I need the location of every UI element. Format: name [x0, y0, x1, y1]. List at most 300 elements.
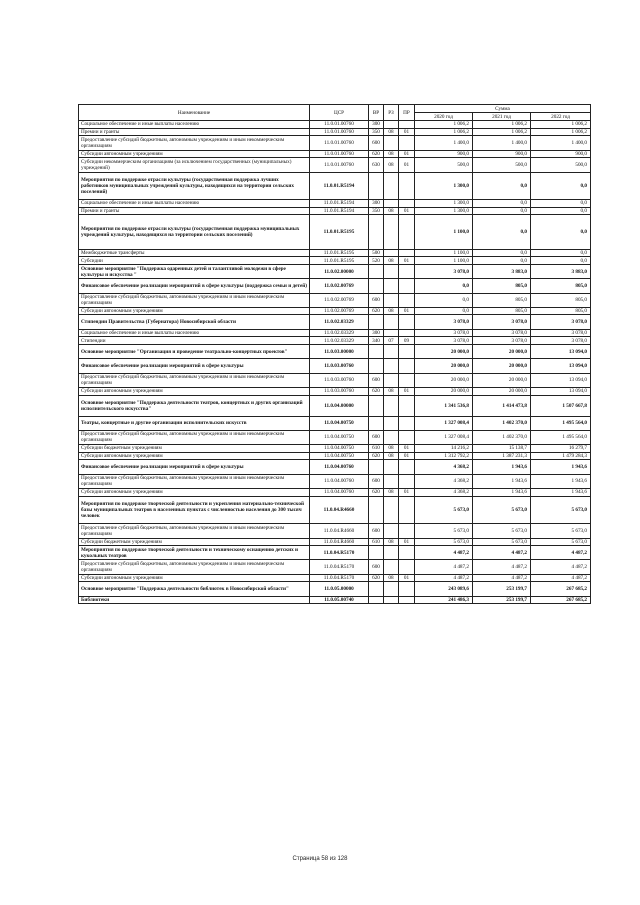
row-name: Стипендии Правительства (Губернатора) Новосибирской области: [79, 315, 310, 329]
row-value-2021: 3 883,0: [473, 264, 531, 278]
row-name: Предоставление субсидий бюджетным, автономным учреждениям и иным некоммерческим организациям: [79, 136, 310, 150]
row-vr: 600: [369, 560, 384, 574]
table-row: [79, 416, 591, 430]
table-row: [79, 315, 591, 329]
row-value-2022: 1 479 284,3: [531, 452, 591, 460]
row-csr: 11.0.02.00000: [310, 264, 369, 278]
row-pr: [399, 329, 415, 337]
table-row: [79, 496, 591, 524]
row-value-2022: 900,0: [531, 150, 591, 158]
row-value-2021: 20 000,0: [473, 345, 531, 359]
row-value-2021: 1 943,6: [473, 474, 531, 488]
table-row: [79, 474, 591, 488]
row-csr: 11.0.01.R5195: [310, 215, 369, 249]
row-rz: 08: [384, 307, 399, 315]
row-value-2022: 5 673,0: [531, 496, 591, 524]
row-rz: [384, 474, 399, 488]
row-vr: 520: [369, 257, 384, 265]
row-name: Субсидии бюджетным учреждениям: [79, 445, 310, 453]
row-csr: 11.0.03.00760: [310, 373, 369, 387]
row-name: Социальное обеспечение и иные выплаты населению: [79, 329, 310, 337]
row-value-2020: 3 078,0: [415, 264, 473, 278]
row-value-2021: 0,0: [473, 215, 531, 249]
row-pr: [399, 430, 415, 444]
row-vr: 500: [369, 249, 384, 257]
table-row: [79, 150, 591, 158]
table-row: [79, 359, 591, 373]
row-value-2020: 1 400,0: [415, 136, 473, 150]
table-row: [79, 560, 591, 574]
row-value-2022: 4 487,2: [531, 546, 591, 560]
row-vr: [369, 496, 384, 524]
row-name: Мероприятия по поддержке творческой деятельности и техническому оснащению детских и кукольных театров: [79, 546, 310, 560]
row-value-2022: 805,0: [531, 307, 591, 315]
row-vr: 300: [369, 200, 384, 208]
row-value-2022: 267 685,2: [531, 582, 591, 596]
row-vr: 610: [369, 445, 384, 453]
table-row: [79, 215, 591, 249]
row-value-2022: 1 006,2: [531, 128, 591, 136]
row-value-2022: 267 685,2: [531, 596, 591, 604]
row-csr: 11.0.02.00769: [310, 307, 369, 315]
row-pr: 01: [399, 128, 415, 136]
row-vr: 600: [369, 474, 384, 488]
row-value-2021: 1 006,2: [473, 121, 531, 129]
table-row: [79, 257, 591, 265]
row-value-2022: 0,0: [531, 172, 591, 200]
row-vr: 340: [369, 337, 384, 345]
header-year-2021: 2021 год: [473, 113, 531, 121]
row-value-2021: 253 199,7: [473, 596, 531, 604]
row-value-2022: 805,0: [531, 293, 591, 307]
row-name: Премии и гранты: [79, 207, 310, 215]
row-vr: 600: [369, 293, 384, 307]
table-row: [79, 430, 591, 444]
row-value-2022: 13 094,0: [531, 359, 591, 373]
table-header-row: [79, 105, 591, 113]
row-value-2020: 5 673,0: [415, 524, 473, 538]
table-row: [79, 546, 591, 560]
row-csr: 11.0.03.00760: [310, 387, 369, 395]
row-value-2020: 1 300,0: [415, 172, 473, 200]
table-row: [79, 337, 591, 345]
row-value-2021: 0,0: [473, 172, 531, 200]
row-csr: 11.0.03.00760: [310, 359, 369, 373]
row-value-2021: 1 387 231,3: [473, 452, 531, 460]
row-csr: 11.0.04.00000: [310, 395, 369, 416]
row-name: Субсидии автономным учреждениям: [79, 150, 310, 158]
row-value-2022: 13 094,0: [531, 387, 591, 395]
table-row: [79, 538, 591, 546]
row-value-2021: 1 943,6: [473, 488, 531, 496]
row-value-2021: 0,0: [473, 200, 531, 208]
row-name: Предоставление субсидий бюджетным, автономным учреждениям и иным некоммерческим организациям: [79, 430, 310, 444]
row-value-2022: 1 943,6: [531, 474, 591, 488]
row-rz: 08: [384, 150, 399, 158]
row-value-2021: 20 000,0: [473, 387, 531, 395]
row-value-2021: 20 000,0: [473, 373, 531, 387]
row-name: Предоставление субсидий бюджетным, автономным учреждениям и иным некоммерческим организациям: [79, 560, 310, 574]
row-rz: [384, 524, 399, 538]
row-name: Основное мероприятие "Организация и проведение театрально-концертных проектов": [79, 345, 310, 359]
row-vr: 620: [369, 488, 384, 496]
row-value-2021: 1 943,6: [473, 460, 531, 474]
row-value-2022: 1 495 564,0: [531, 416, 591, 430]
row-rz: 08: [384, 158, 399, 172]
row-pr: [399, 359, 415, 373]
row-name: Субсидии автономным учреждениям: [79, 488, 310, 496]
row-value-2020: 4 368,2: [415, 474, 473, 488]
row-name: Предоставление субсидий бюджетным, автономным учреждениям и иным некоммерческим организациям: [79, 524, 310, 538]
row-vr: [369, 264, 384, 278]
row-pr: [399, 315, 415, 329]
row-rz: [384, 249, 399, 257]
row-rz: [384, 560, 399, 574]
row-value-2020: 14 216,2: [415, 445, 473, 453]
row-value-2020: 1 300,0: [415, 200, 473, 208]
table-row: [79, 395, 591, 416]
row-vr: [369, 546, 384, 560]
row-value-2020: 5 673,0: [415, 496, 473, 524]
row-vr: 600: [369, 373, 384, 387]
row-pr: [399, 172, 415, 200]
row-csr: 11.0.04.00750: [310, 416, 369, 430]
row-value-2022: 3 078,0: [531, 329, 591, 337]
row-pr: [399, 373, 415, 387]
header-sum: Сумма: [415, 105, 591, 113]
row-rz: [384, 293, 399, 307]
row-rz: [384, 460, 399, 474]
row-rz: [384, 345, 399, 359]
row-rz: 07: [384, 337, 399, 345]
row-rz: [384, 315, 399, 329]
row-value-2021: 1 400,0: [473, 136, 531, 150]
row-vr: [369, 416, 384, 430]
row-csr: 11.0.03.00000: [310, 345, 369, 359]
row-value-2021: 0,0: [473, 207, 531, 215]
row-value-2022: 1 006,2: [531, 121, 591, 129]
row-csr: 11.0.05.00740: [310, 596, 369, 604]
row-rz: [384, 172, 399, 200]
row-vr: 620: [369, 307, 384, 315]
row-rz: 08: [384, 538, 399, 546]
row-value-2021: 3 078,0: [473, 315, 531, 329]
row-pr: 01: [399, 387, 415, 395]
budget-table-sheet: [78, 104, 590, 604]
row-csr: 11.0.01.R5195: [310, 257, 369, 265]
row-value-2021: 0,0: [473, 249, 531, 257]
header-rz: РЗ: [384, 105, 399, 121]
row-pr: [399, 496, 415, 524]
row-name: Субсидии: [79, 257, 310, 265]
row-value-2020: 243 089,6: [415, 582, 473, 596]
row-value-2021: 805,0: [473, 293, 531, 307]
table-row: [79, 574, 591, 582]
budget-table: [78, 104, 591, 604]
row-pr: [399, 560, 415, 574]
row-value-2020: 4 368,2: [415, 488, 473, 496]
row-vr: [369, 172, 384, 200]
table-row: [79, 524, 591, 538]
row-value-2021: 1 414 473,8: [473, 395, 531, 416]
row-rz: 08: [384, 574, 399, 582]
row-pr: 01: [399, 452, 415, 460]
row-rz: [384, 359, 399, 373]
row-value-2021: 4 487,2: [473, 574, 531, 582]
row-value-2022: 1 943,6: [531, 460, 591, 474]
row-pr: [399, 416, 415, 430]
table-row: [79, 488, 591, 496]
row-csr: 11.0.04.R5170: [310, 546, 369, 560]
row-value-2020: 20 000,0: [415, 345, 473, 359]
row-rz: [384, 215, 399, 249]
row-value-2020: 241 486,3: [415, 596, 473, 604]
header-pr: ПР: [399, 105, 415, 121]
row-value-2021: 20 000,0: [473, 359, 531, 373]
row-csr: 11.0.04.R5170: [310, 574, 369, 582]
table-row: [79, 345, 591, 359]
row-name: Финансовое обеспечение реализации мероприятий в сфере культуры (поддержка семьи и детей): [79, 279, 310, 293]
row-value-2022: 13 094,0: [531, 345, 591, 359]
row-name: Библиотеки: [79, 596, 310, 604]
row-name: Мероприятия по поддержке отрасли культуры (государственная поддержка муниципальных учреждений культуры, находящихся на территории сельских поселений): [79, 215, 310, 249]
row-value-2020: 1 006,2: [415, 128, 473, 136]
row-csr: 11.0.04.00750: [310, 445, 369, 453]
row-value-2020: 1 312 792,2: [415, 452, 473, 460]
row-value-2022: 0,0: [531, 200, 591, 208]
row-value-2022: 0,0: [531, 249, 591, 257]
header-name: Наименование: [79, 105, 310, 121]
header-year-2022: 2022 год: [531, 113, 591, 121]
row-rz: [384, 279, 399, 293]
row-vr: 610: [369, 538, 384, 546]
row-value-2020: 4 487,2: [415, 546, 473, 560]
row-value-2021: 3 078,0: [473, 337, 531, 345]
row-csr: 11.0.04.00750: [310, 430, 369, 444]
row-value-2021: 5 673,0: [473, 538, 531, 546]
row-vr: [369, 345, 384, 359]
row-rz: [384, 373, 399, 387]
row-csr: 11.0.04.00750: [310, 452, 369, 460]
row-value-2020: 4 487,2: [415, 574, 473, 582]
row-csr: 11.0.01.00760: [310, 150, 369, 158]
row-pr: 01: [399, 574, 415, 582]
row-vr: [369, 359, 384, 373]
row-value-2022: 0,0: [531, 215, 591, 249]
row-pr: 01: [399, 150, 415, 158]
row-vr: 350: [369, 207, 384, 215]
row-rz: 08: [384, 387, 399, 395]
row-vr: [369, 460, 384, 474]
row-value-2020: 20 000,0: [415, 387, 473, 395]
row-rz: 08: [384, 207, 399, 215]
row-value-2022: 5 673,0: [531, 524, 591, 538]
row-value-2020: 20 000,0: [415, 359, 473, 373]
row-value-2020: 500,0: [415, 158, 473, 172]
row-value-2021: 3 078,0: [473, 329, 531, 337]
row-pr: [399, 121, 415, 129]
row-value-2021: 1 402 370,0: [473, 430, 531, 444]
row-pr: [399, 524, 415, 538]
row-value-2022: 0,0: [531, 257, 591, 265]
table-row: [79, 452, 591, 460]
row-vr: 600: [369, 430, 384, 444]
row-vr: 300: [369, 121, 384, 129]
row-name: Субсидии автономным учреждениям: [79, 574, 310, 582]
row-pr: [399, 249, 415, 257]
row-name: Премии и гранты: [79, 128, 310, 136]
row-value-2022: 1 495 564,0: [531, 430, 591, 444]
row-value-2020: 4 368,2: [415, 460, 473, 474]
row-pr: [399, 136, 415, 150]
table-row: [79, 200, 591, 208]
row-value-2021: 5 673,0: [473, 524, 531, 538]
row-value-2021: 5 673,0: [473, 496, 531, 524]
row-name: Финансовое обеспечение реализации мероприятий в сфере культуры: [79, 359, 310, 373]
row-vr: [369, 315, 384, 329]
row-vr: [369, 582, 384, 596]
table-row: [79, 279, 591, 293]
table-row: [79, 128, 591, 136]
row-name: Субсидии автономным учреждениям: [79, 307, 310, 315]
table-row: [79, 329, 591, 337]
row-csr: 11.0.01.00760: [310, 136, 369, 150]
row-name: Мероприятия по поддержке отрасли культуры (государственная поддержка лучших работников муниципальных учреждений культуры, находящихся на территории сельских поселений): [79, 172, 310, 200]
row-csr: 11.0.02.03329: [310, 329, 369, 337]
row-value-2022: 5 673,0: [531, 538, 591, 546]
row-value-2020: 20 000,0: [415, 373, 473, 387]
row-rz: 08: [384, 257, 399, 265]
row-vr: 600: [369, 524, 384, 538]
row-name: Мероприятия по поддержке творческой деятельности и укрепления материально-технической базы муниципальных театров в населенных пунктах с численностью населения до 300 тысяч человек: [79, 496, 310, 524]
row-pr: [399, 460, 415, 474]
row-vr: 620: [369, 452, 384, 460]
table-row: [79, 293, 591, 307]
row-value-2020: 1 300,0: [415, 207, 473, 215]
row-csr: 11.0.02.03329: [310, 315, 369, 329]
row-vr: [369, 395, 384, 416]
row-name: Стипендии: [79, 337, 310, 345]
row-value-2022: 0,0: [531, 207, 591, 215]
row-csr: 11.0.01.00760: [310, 158, 369, 172]
row-csr: 11.0.01.R5195: [310, 249, 369, 257]
row-rz: [384, 582, 399, 596]
row-pr: [399, 596, 415, 604]
row-pr: 01: [399, 207, 415, 215]
row-name: Субсидии бюджетным учреждениям: [79, 538, 310, 546]
row-csr: 11.0.01.00760: [310, 128, 369, 136]
row-value-2020: 0,0: [415, 307, 473, 315]
row-name: Социальное обеспечение и иные выплаты населению: [79, 121, 310, 129]
row-value-2021: 15 138,7: [473, 445, 531, 453]
row-rz: [384, 596, 399, 604]
table-row: [79, 373, 591, 387]
row-value-2022: 500,0: [531, 158, 591, 172]
row-csr: 11.0.04.00760: [310, 488, 369, 496]
row-vr: 620: [369, 150, 384, 158]
row-pr: [399, 200, 415, 208]
row-pr: [399, 279, 415, 293]
row-vr: 620: [369, 387, 384, 395]
row-pr: [399, 215, 415, 249]
row-value-2021: 1 402 370,0: [473, 416, 531, 430]
row-value-2021: 253 199,7: [473, 582, 531, 596]
row-value-2020: 900,0: [415, 150, 473, 158]
row-csr: 11.0.04.00760: [310, 460, 369, 474]
row-vr: [369, 279, 384, 293]
header-vr: ВР: [369, 105, 384, 121]
row-rz: [384, 200, 399, 208]
row-value-2021: 0,0: [473, 257, 531, 265]
table-row: [79, 460, 591, 474]
row-name: Театры, концертные и другие организации исполнительских искусств: [79, 416, 310, 430]
row-value-2022: 3 883,0: [531, 264, 591, 278]
row-rz: [384, 136, 399, 150]
page-footer: Страница 58 из 128: [292, 856, 348, 862]
row-pr: [399, 546, 415, 560]
row-vr: [369, 596, 384, 604]
row-rz: [384, 264, 399, 278]
row-pr: [399, 293, 415, 307]
row-value-2021: 500,0: [473, 158, 531, 172]
row-value-2020: 0,0: [415, 279, 473, 293]
table-row: [79, 172, 591, 200]
row-pr: 01: [399, 488, 415, 496]
row-value-2022: 13 094,0: [531, 373, 591, 387]
row-value-2020: 1 327 008,4: [415, 430, 473, 444]
row-value-2022: 16 279,7: [531, 445, 591, 453]
row-value-2020: 4 487,2: [415, 560, 473, 574]
row-value-2020: 3 078,0: [415, 337, 473, 345]
row-name: Предоставление субсидий бюджетным, автономным учреждениям и иным некоммерческим организациям: [79, 293, 310, 307]
row-value-2022: 1 943,6: [531, 488, 591, 496]
row-value-2020: 1 006,2: [415, 121, 473, 129]
row-rz: [384, 395, 399, 416]
row-vr: 600: [369, 136, 384, 150]
row-value-2022: 1 507 667,8: [531, 395, 591, 416]
row-value-2020: 0,0: [415, 293, 473, 307]
row-name: Предоставление субсидий бюджетным, автономным учреждениям и иным некоммерческим организациям: [79, 474, 310, 488]
row-value-2021: 805,0: [473, 307, 531, 315]
header-year-2020: 2020 год: [415, 113, 473, 121]
table-row: [79, 307, 591, 315]
table-row: [79, 596, 591, 604]
row-value-2022: 4 487,2: [531, 560, 591, 574]
row-value-2021: 805,0: [473, 279, 531, 293]
row-value-2022: 3 078,0: [531, 337, 591, 345]
row-value-2020: 1 100,0: [415, 215, 473, 249]
row-pr: [399, 474, 415, 488]
row-csr: 11.0.04.R4660: [310, 524, 369, 538]
row-value-2022: 805,0: [531, 279, 591, 293]
table-row: [79, 264, 591, 278]
row-csr: 11.0.01.R5194: [310, 207, 369, 215]
row-rz: 08: [384, 445, 399, 453]
row-rz: 08: [384, 452, 399, 460]
table-row: [79, 121, 591, 129]
row-name: Финансовое обеспечение реализации мероприятий в сфере культуры: [79, 460, 310, 474]
row-vr: 630: [369, 158, 384, 172]
header-csr: ЦСР: [310, 105, 369, 121]
row-pr: 01: [399, 307, 415, 315]
row-value-2020: 3 078,0: [415, 315, 473, 329]
row-csr: 11.0.04.00760: [310, 474, 369, 488]
row-value-2021: 900,0: [473, 150, 531, 158]
row-pr: 01: [399, 445, 415, 453]
row-pr: [399, 264, 415, 278]
row-vr: 350: [369, 128, 384, 136]
row-name: Межбюджетные трансферты: [79, 249, 310, 257]
